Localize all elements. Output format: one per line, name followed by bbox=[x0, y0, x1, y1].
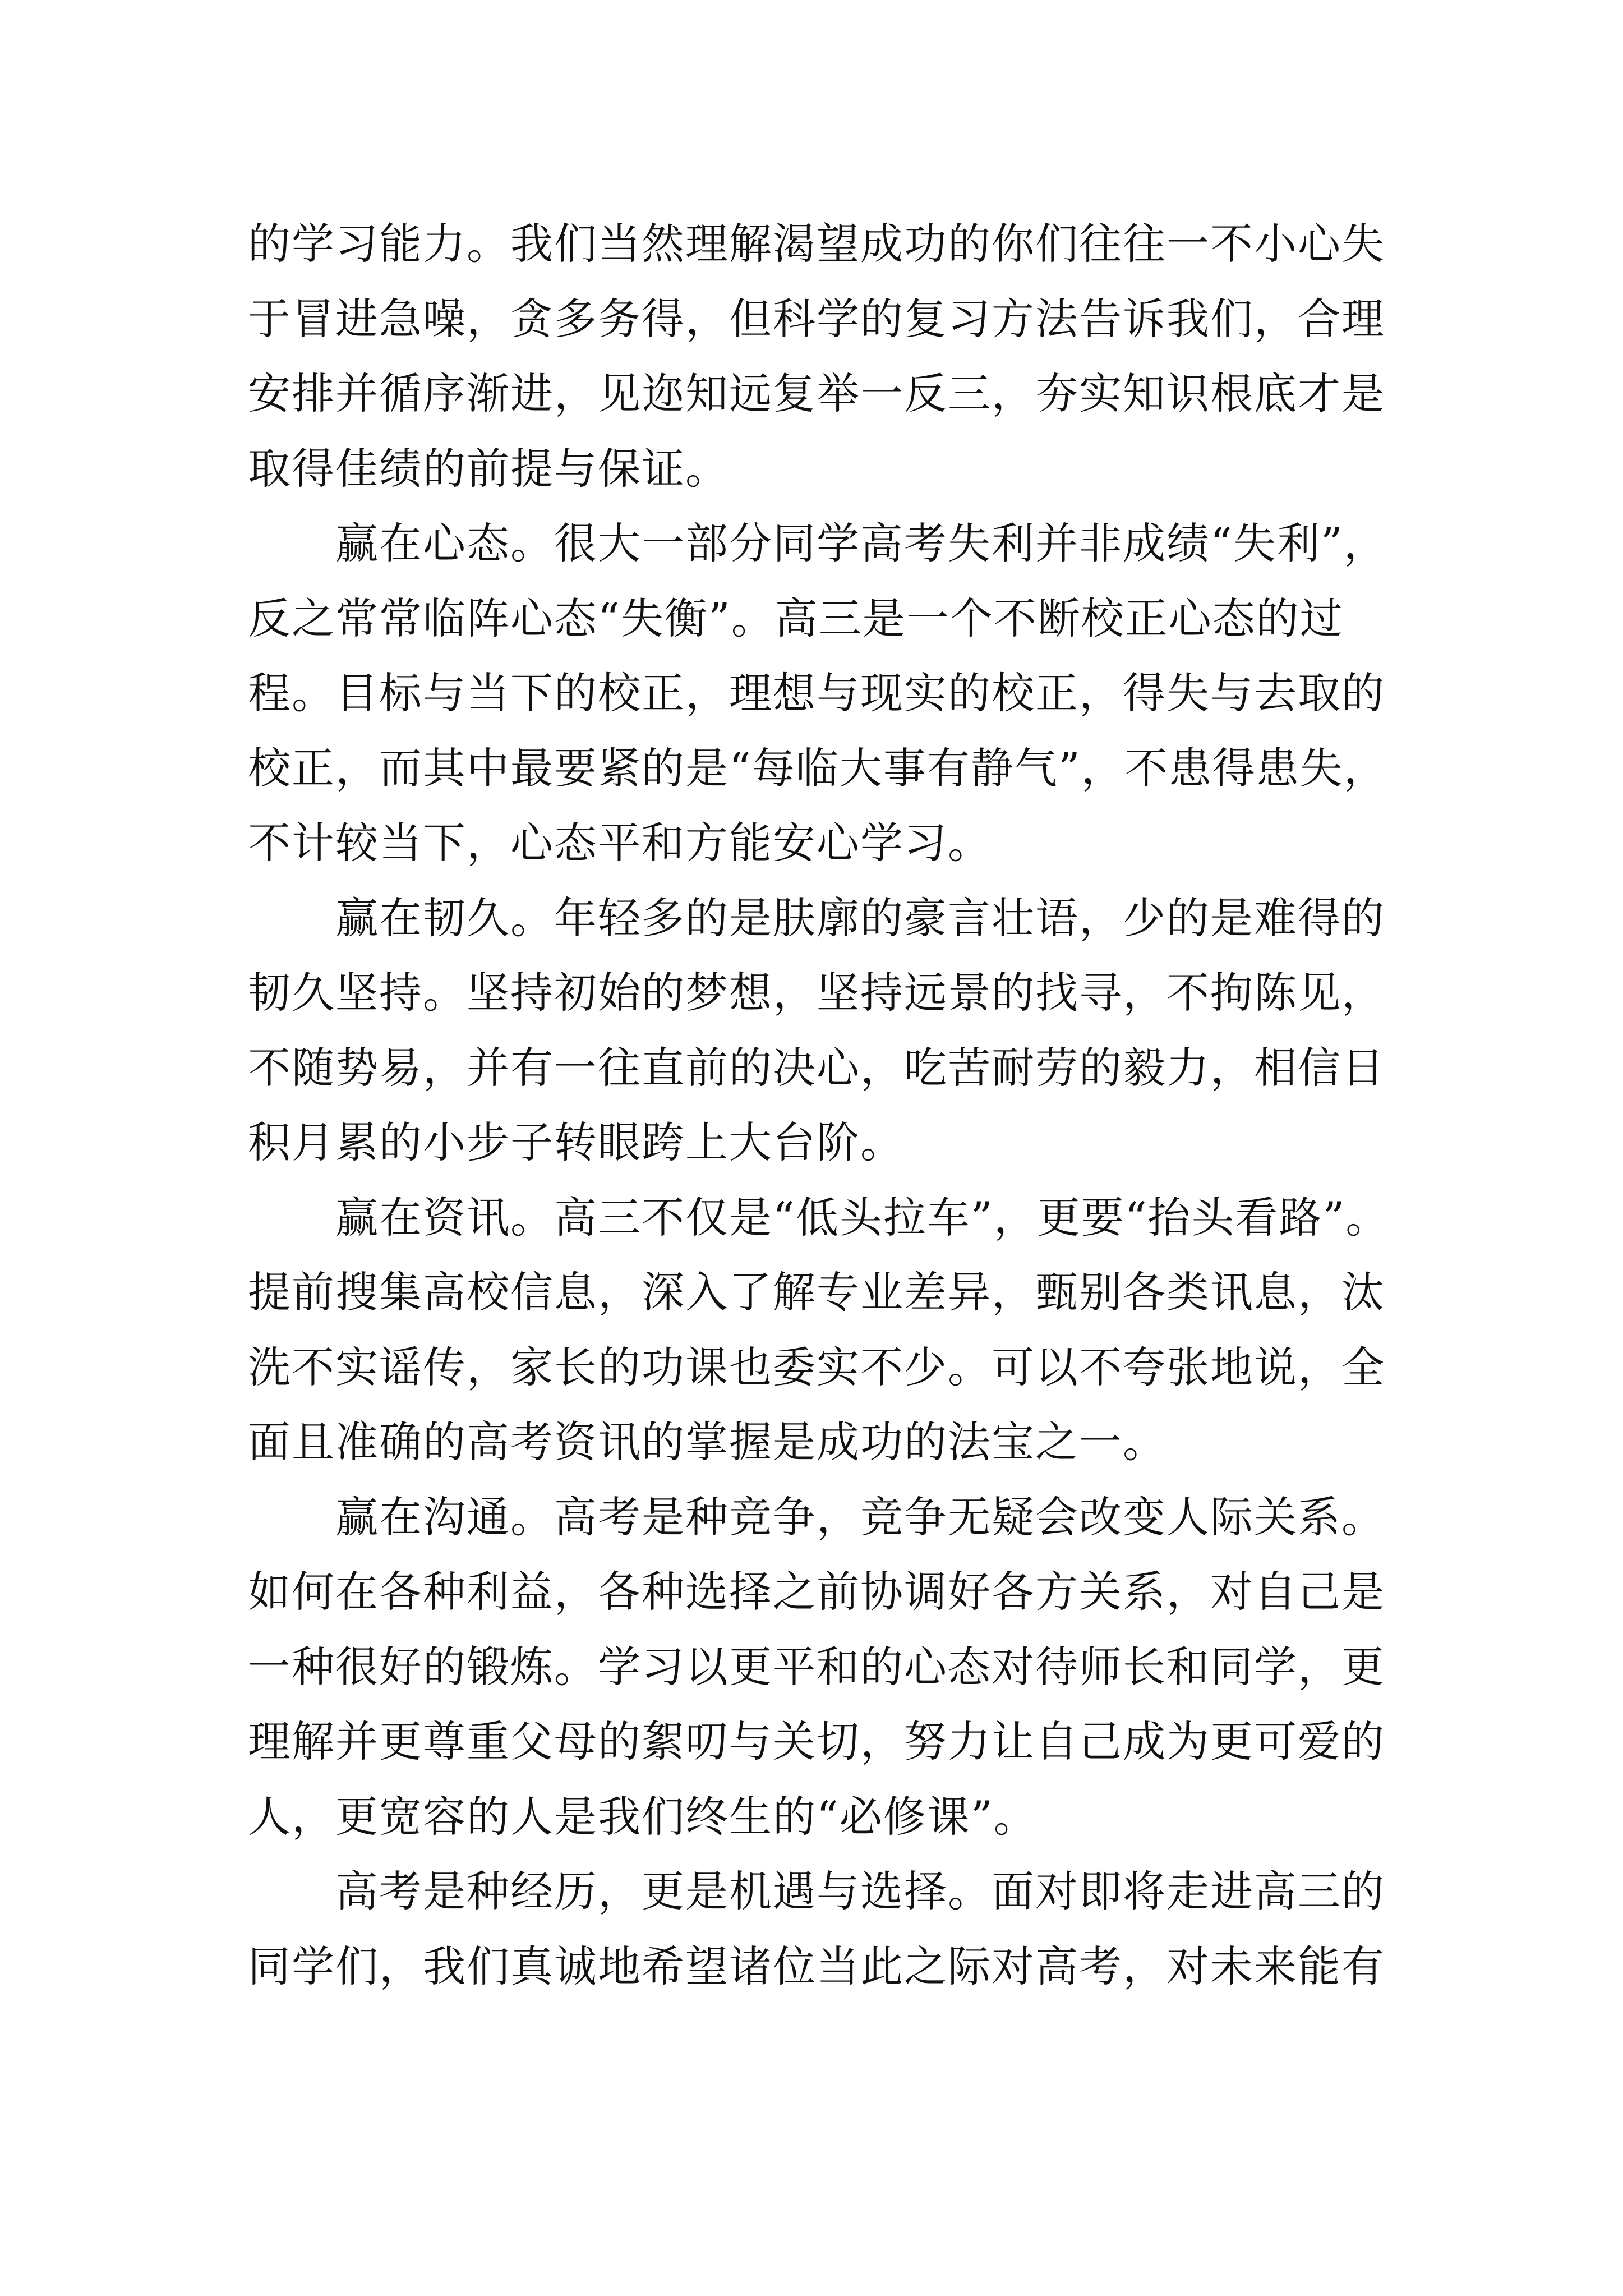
text-line: 校正，而其中最要紧的是“每临大事有静气”，不患得患失， bbox=[248, 743, 1387, 793]
text-line: 程。目标与当下的校正，理想与现实的校正，得失与去取的 bbox=[248, 668, 1385, 718]
text-line: 面且准确的高考资讯的掌握是成功的法宝之一。 bbox=[248, 1417, 1166, 1467]
text-line: 人，更宽容的人是我们终生的“必修课”。 bbox=[248, 1791, 1038, 1842]
text-line: 一种很好的锻炼。学习以更平和的心态对待师长和同学，更 bbox=[248, 1641, 1385, 1692]
text-line: 积月累的小步子转眼跨上大台阶。 bbox=[248, 1117, 904, 1167]
text-line: 反之常常临阵心态“失衡”。高三是一个不断校正心态的过 bbox=[248, 593, 1344, 643]
body-text bbox=[248, 206, 1414, 2004]
text-line: 不随势易，并有一往直前的决心，吃苦耐劳的毅力，相信日 bbox=[248, 1042, 1385, 1093]
text-line: 同学们，我们真诚地希望诸位当此之际对高考，对未来能有 bbox=[248, 1941, 1385, 1991]
paragraph-heading-line: 赢在心态。很大一部分同学高考失利并非成绩“失利”， bbox=[335, 518, 1387, 568]
paragraph-heading-line: 赢在韧久。年轻多的是肤廓的豪言壮语，少的是难得的 bbox=[335, 892, 1385, 943]
text-line: 于冒进急噪，贪多务得，但科学的复习方法告诉我们，合理 bbox=[248, 293, 1385, 344]
text-line: 理解并更尊重父母的絮叨与关切，努力让自己成为更可爱的 bbox=[248, 1717, 1385, 1766]
text-line: 取得佳绩的前提与保证。 bbox=[248, 443, 729, 494]
text-line: 如何在各种利益，各种选择之前协调好各方关系，对自己是 bbox=[248, 1567, 1385, 1617]
text-line: 洗不实谣传，家长的功课也委实不少。可以不夸张地说，全 bbox=[248, 1342, 1385, 1392]
paragraph-heading-line: 赢在资讯。高三不仅是“低头拉车”，更要“抬头看路”。 bbox=[335, 1192, 1390, 1243]
paragraph-heading-line: 赢在沟通。高考是种竞争，竞争无疑会改变人际关系。 bbox=[335, 1492, 1385, 1542]
paragraph-first-line: 高考是种经历，更是机遇与选择。面对即将走进高三的 bbox=[335, 1866, 1385, 1916]
text-line: 韧久坚持。坚持初始的梦想，坚持远景的找寻，不拘陈见， bbox=[248, 968, 1385, 1018]
text-line: 提前搜集高校信息，深入了解专业差异，甄别各类讯息，汰 bbox=[248, 1267, 1385, 1317]
text-line: 安排并循序渐进，见迩知远复举一反三，夯实知识根底才是 bbox=[248, 369, 1385, 418]
text-line: 不计较当下，心态平和方能安心学习。 bbox=[248, 818, 992, 868]
text-line: 的学习能力。我们当然理解渴望成功的你们往往一不小心失 bbox=[248, 219, 1385, 269]
